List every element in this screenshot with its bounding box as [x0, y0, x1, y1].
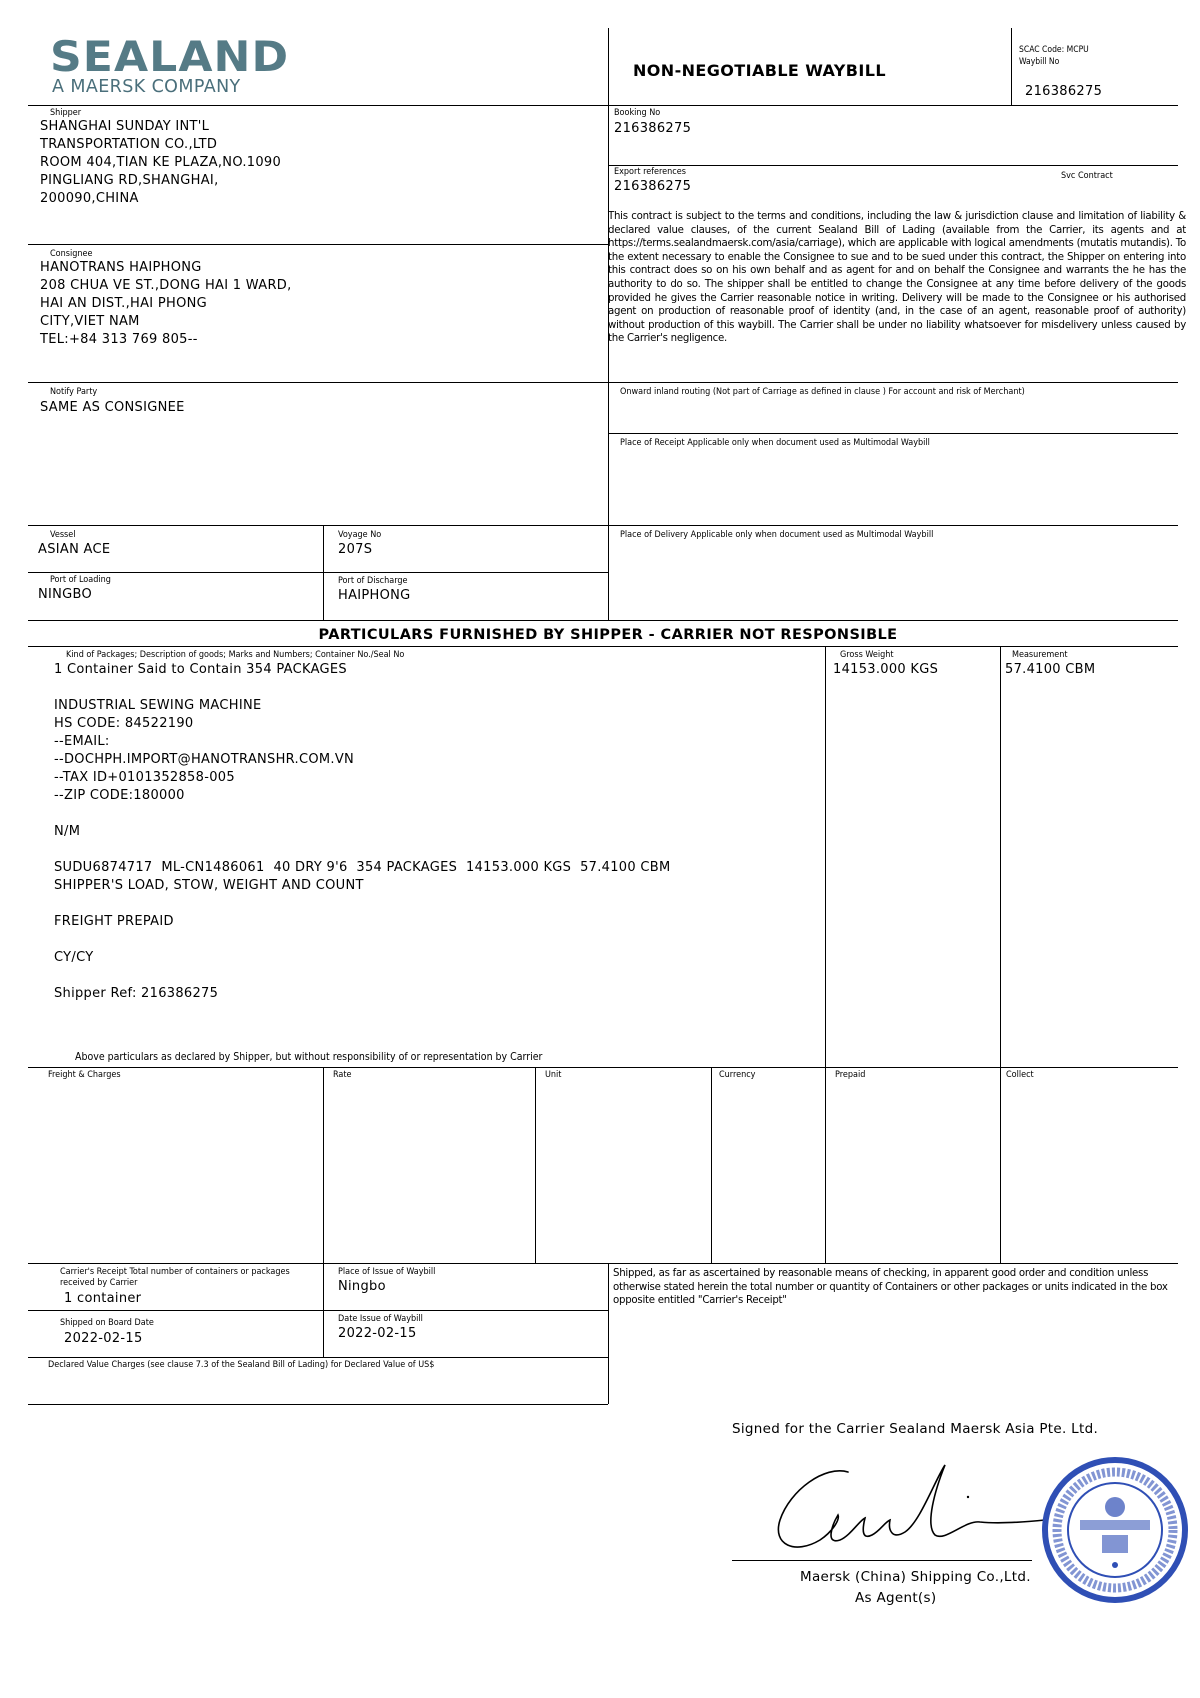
- shipper-disclaimer: Above particulars as declared by Shipper, but without responsibility of or representation by Carrier: [75, 1051, 543, 1063]
- goods-description: 1 Container Said to Contain 354 PACKAGES INDUSTRIAL SEWING MACHINE HS CODE: 84522190 --EMAIL: --DOCHPH.IMPORT@HANOTRANSHR.COM.VN --TAX ID+0101352858-005 --ZIP CODE:180000 N/M SUDU6874717 ML-CN1486061 40 DRY 9'6 354 PACKAGES 14153.000 KGS 57.4100 CBM SHIPPER'S LOAD, STOW, WEIGHT AND COUNT FREIGHT PREPAID CY/CY Shipper Ref: 216386275: [54, 662, 671, 1001]
- date-of-issue-value: 2022-02-15: [338, 1326, 417, 1341]
- divider: [608, 433, 1178, 434]
- goods-description-label: Kind of Packages; Description of goods; Marks and Numbers; Container No./Seal No: [66, 650, 405, 660]
- divider: [608, 1263, 609, 1404]
- port-of-discharge-label: Port of Discharge: [338, 576, 408, 586]
- signature-line: [732, 1560, 1032, 1561]
- document-title: NON-NEGOTIABLE WAYBILL: [633, 61, 886, 80]
- divider: [28, 1067, 1178, 1068]
- divider: [1000, 646, 1001, 1263]
- place-of-receipt-label: Place of Receipt Applicable only when document used as Multimodal Waybill: [620, 438, 930, 448]
- terms-paragraph: This contract is subject to the terms and conditions, including the law & jurisdiction clause and limitation of liability & declared value clauses, of the current Sealand Bill of Lading (available from the Carrier, its agents and at https://terms.sealandmaersk.com/asia/carriage), which are applicable with logical amendments (mutatis mutandis). To the extent necessary to enable the Consignee to sue and to be sued under this contract, the Shipper on entering into this contract does so on his own behalf and as agent for and on behalf the Consignee and warrants the he has the authority to do so. The shipper shall be entitled to change the Consignee at any time before delivery of the goods provided he gives the Carrier reasonable notice in writing. Delivery will be made to the Consignee or his authorised agent on production of reasonable proof of identity (and, in the case of an agent, reasonable proof of authority) without production of this waybill. The Carrier shall be under no liability whatsoever for misdelivery unless caused by the Carrier's negligence.: [608, 211, 1186, 345]
- shipper-label: Shipper: [50, 108, 82, 118]
- onward-routing-label: Onward inland routing (Not part of Carriage as defined in clause ) For account and risk of Merchant): [620, 387, 1025, 397]
- date-of-issue-label: Date Issue of Waybill: [338, 1314, 423, 1324]
- voyage-no-value: 207S: [338, 542, 373, 557]
- collect-label: Collect: [1006, 1070, 1034, 1080]
- currency-label: Currency: [719, 1070, 756, 1080]
- shipped-on-board-value: 2022-02-15: [64, 1331, 143, 1346]
- divider: [28, 244, 608, 245]
- divider: [28, 1310, 608, 1311]
- signed-for-carrier: Signed for the Carrier Sealand Maersk Asia Pte. Ltd.: [732, 1421, 1099, 1437]
- agent-name: Maersk (China) Shipping Co.,Ltd.: [800, 1569, 1031, 1585]
- booking-no-value: 216386275: [614, 121, 692, 136]
- unit-label: Unit: [545, 1070, 562, 1080]
- divider: [1011, 28, 1012, 106]
- company-stamp: [1040, 1455, 1190, 1605]
- vessel-label: Vessel: [50, 530, 76, 540]
- carriers-receipt-value: 1 container: [64, 1291, 142, 1306]
- consignee-address: HANOTRANS HAIPHONG 208 CHUA VE ST.,DONG HAI 1 WARD, HAI AN DIST.,HAI PHONG CITY,VIET NAM TEL:+84 313 769 805--: [40, 260, 292, 347]
- notify-party-label: Notify Party: [50, 387, 98, 397]
- divider: [608, 525, 1178, 526]
- divider: [28, 572, 608, 573]
- divider: [28, 1357, 608, 1358]
- shipped-statement: Shipped, as far as ascertained by reasonable means of checking, in apparent good order and condition unless otherwise stated herein the total number or quantity of Containers or other packages or units indicated in the box opposite entitled "Carrier's Receipt": [613, 1268, 1168, 1307]
- logo-tagline: A MAERSK COMPANY: [52, 77, 241, 97]
- waybill-no-value: 216386275: [1025, 84, 1103, 99]
- voyage-no-label: Voyage No: [338, 530, 382, 540]
- shipped-on-board-label: Shipped on Board Date: [60, 1318, 154, 1328]
- agent-role: As Agent(s): [855, 1590, 937, 1606]
- rate-label: Rate: [333, 1070, 352, 1080]
- freight-charges-label: Freight & Charges: [48, 1070, 121, 1080]
- handwritten-signature: [770, 1460, 1060, 1570]
- prepaid-label: Prepaid: [835, 1070, 866, 1080]
- divider: [28, 525, 608, 526]
- divider: [608, 382, 1178, 383]
- divider: [28, 646, 1178, 647]
- divider: [535, 1067, 536, 1263]
- divider: [28, 1263, 1178, 1264]
- place-of-delivery-label: Place of Delivery Applicable only when document used as Multimodal Waybill: [620, 530, 934, 540]
- carriers-receipt-label: Carrier's Receipt Total number of containers or packages received by Carrier: [60, 1267, 290, 1288]
- scac-code-label: SCAC Code: MCPU: [1019, 45, 1089, 55]
- divider: [28, 620, 1178, 621]
- export-references-value: 216386275: [614, 179, 692, 194]
- divider: [825, 646, 826, 1263]
- port-of-loading-label: Port of Loading: [50, 575, 111, 585]
- consignee-label: Consignee: [50, 249, 93, 259]
- divider: [608, 165, 1178, 166]
- vessel-value: ASIAN ACE: [38, 542, 111, 557]
- port-of-loading-value: NINGBO: [38, 587, 93, 602]
- place-of-issue-label: Place of Issue of Waybill: [338, 1267, 436, 1277]
- gross-weight-value: 14153.000 KGS: [833, 662, 939, 677]
- divider: [323, 525, 324, 621]
- notify-party-value: SAME AS CONSIGNEE: [40, 400, 185, 415]
- divider: [711, 1067, 712, 1263]
- divider: [28, 105, 1178, 106]
- svc-contract-label: Svc Contract: [1061, 171, 1113, 181]
- divider: [1011, 105, 1178, 106]
- measurement-value: 57.4100 CBM: [1005, 662, 1096, 677]
- port-of-discharge-value: HAIPHONG: [338, 588, 411, 603]
- divider: [323, 1067, 324, 1263]
- place-of-issue-value: Ningbo: [338, 1279, 386, 1294]
- export-references-label: Export references: [614, 167, 686, 177]
- booking-no-label: Booking No: [614, 108, 661, 118]
- divider: [28, 1404, 608, 1405]
- sealand-logo: SEALAND: [50, 32, 290, 81]
- particulars-title: PARTICULARS FURNISHED BY SHIPPER - CARRIER NOT RESPONSIBLE: [318, 627, 898, 643]
- waybill-no-label: Waybill No: [1019, 57, 1060, 67]
- declared-value-label: Declared Value Charges (see clause 7.3 of the Sealand Bill of Lading) for Declared Value of US$: [48, 1360, 435, 1370]
- measurement-label: Measurement: [1012, 650, 1068, 660]
- shipper-address: SHANGHAI SUNDAY INT'L TRANSPORTATION CO.,LTD ROOM 404,TIAN KE PLAZA,NO.1090 PINGLIANG RD,SHANGHAI, 200090,CHINA: [40, 119, 282, 206]
- divider: [28, 382, 608, 383]
- gross-weight-label: Gross Weight: [840, 650, 894, 660]
